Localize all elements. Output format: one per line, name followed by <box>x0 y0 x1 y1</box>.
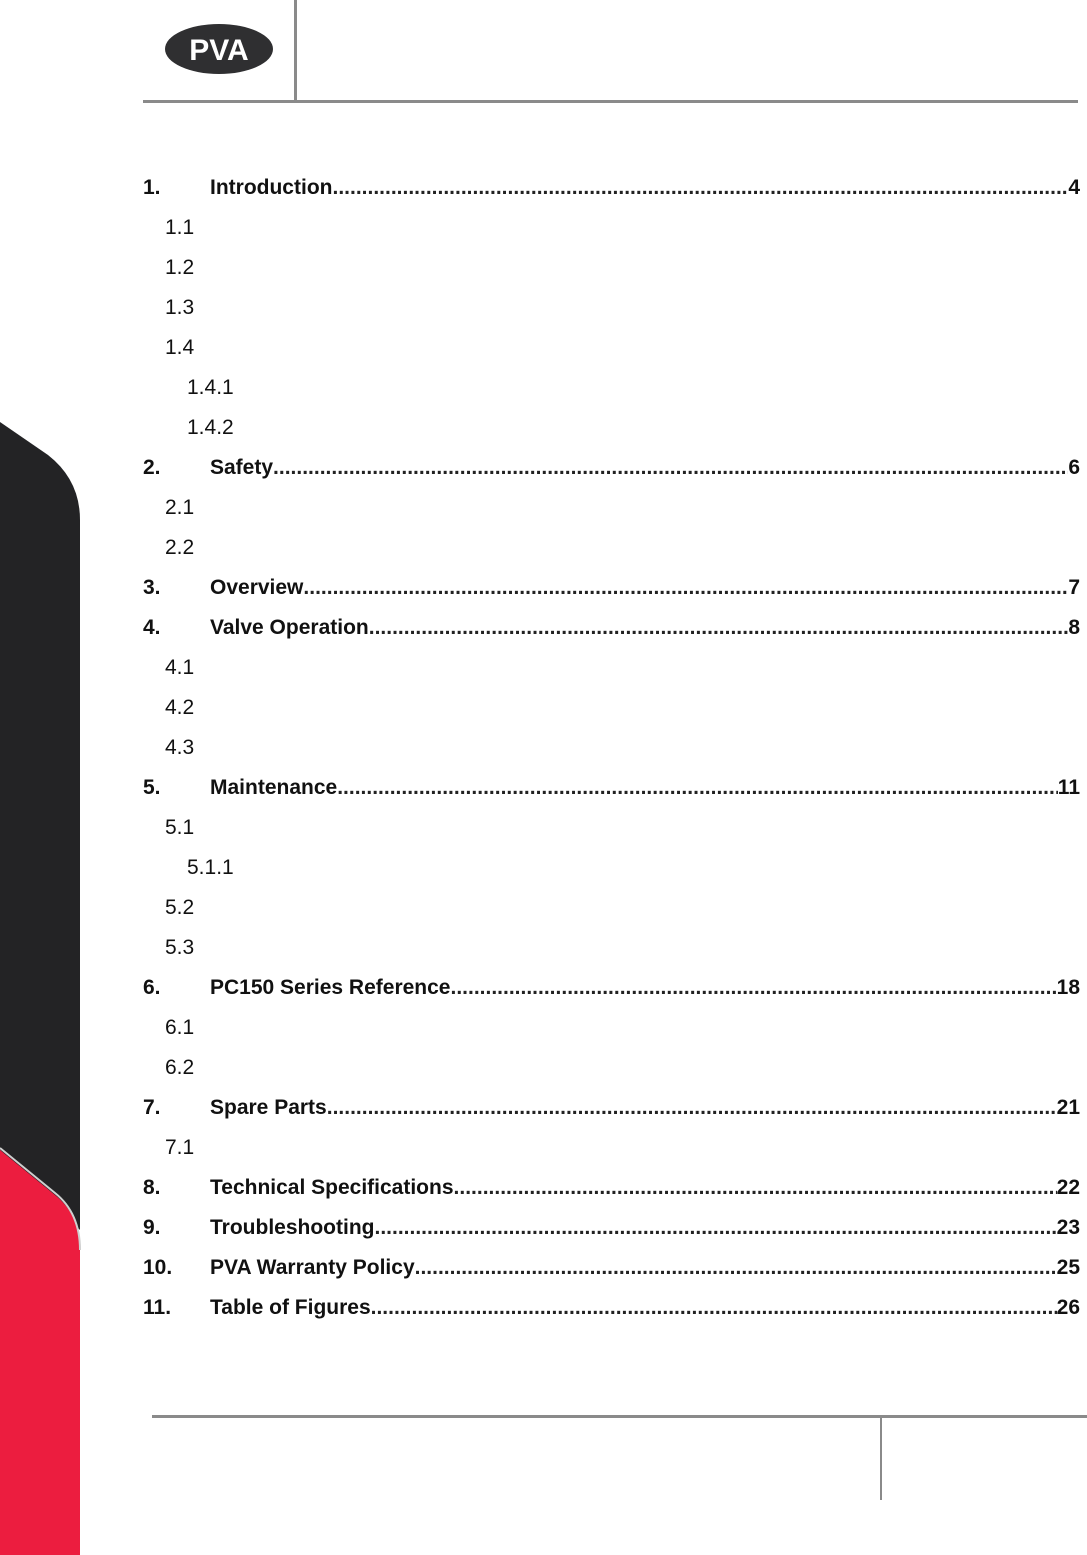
toc-number: 5. <box>143 776 161 799</box>
toc-page-number: 4 <box>1068 176 1080 199</box>
toc-subsubentry[interactable] <box>143 408 1080 448</box>
toc-number: 1.2 <box>165 256 195 279</box>
toc-number: 4.3 <box>165 736 195 759</box>
toc-subentry[interactable] <box>143 488 1080 528</box>
toc-page-number: 22 <box>1056 1176 1080 1199</box>
toc-dot-leader <box>327 1088 1057 1128</box>
side-band-dark <box>0 422 80 1230</box>
toc-subentry[interactable] <box>143 808 1080 848</box>
toc-dot-leader <box>337 768 1058 808</box>
toc-number: 6.1 <box>165 1016 195 1039</box>
toc-subentry[interactable] <box>143 888 1080 928</box>
toc-title: Spare Parts <box>210 1096 327 1119</box>
toc-subentry[interactable] <box>143 688 1080 728</box>
toc-number: 5.1.1 <box>187 856 234 879</box>
toc-subsubentry[interactable] <box>143 848 1080 888</box>
pva-logo <box>165 24 273 74</box>
toc-dot-leader <box>273 448 1068 488</box>
toc-page-number: 8 <box>1068 616 1080 639</box>
toc-number: 10. <box>143 1256 173 1279</box>
toc-number: 1.1 <box>165 216 195 239</box>
toc-number: 1. <box>143 176 161 199</box>
toc-dot-leader <box>415 1248 1057 1288</box>
toc-title: Troubleshooting <box>210 1216 375 1239</box>
toc-entry-troubleshooting[interactable] <box>143 1208 1080 1248</box>
toc-page-number: 25 <box>1056 1256 1080 1279</box>
toc-page-number: 23 <box>1056 1216 1080 1239</box>
toc-page-number: 7 <box>1068 576 1080 599</box>
toc-title: Maintenance <box>210 776 338 799</box>
toc-title: Introduction <box>210 176 333 199</box>
header-vertical-rule <box>294 0 297 102</box>
footer-horizontal-rule <box>152 1415 1087 1418</box>
toc-dot-leader <box>371 1288 1057 1328</box>
toc-subsubentry[interactable] <box>143 368 1080 408</box>
footer-vertical-rule <box>880 1417 882 1500</box>
side-band-red <box>0 1150 80 1555</box>
toc-subentry[interactable] <box>143 928 1080 968</box>
toc-number: 1.4.2 <box>187 416 234 439</box>
toc-entry-valve-operation[interactable] <box>143 608 1080 648</box>
toc-number: 5.2 <box>165 896 195 919</box>
toc-number: 1.3 <box>165 296 195 319</box>
toc-page-number: 21 <box>1056 1096 1080 1119</box>
toc-subentry[interactable] <box>143 1128 1080 1168</box>
toc-entry-pc150-series-reference[interactable] <box>143 968 1080 1008</box>
toc-subentry[interactable] <box>143 1048 1080 1088</box>
toc-number: 5.3 <box>165 936 195 959</box>
logo-text: PVA <box>189 34 249 67</box>
toc-number: 8. <box>143 1176 161 1199</box>
toc-title: Safety <box>210 456 274 479</box>
toc-number: 5.1 <box>165 816 195 839</box>
toc-number: 1.4 <box>165 336 195 359</box>
toc-subentry[interactable] <box>143 1008 1080 1048</box>
toc-dot-leader <box>369 608 1069 648</box>
toc-number: 11. <box>143 1296 172 1319</box>
side-band-graphic <box>0 0 82 1555</box>
toc-subentry[interactable] <box>143 248 1080 288</box>
toc-number: 1.4.1 <box>187 376 234 399</box>
toc-entry-table-of-figures[interactable] <box>143 1288 1080 1328</box>
toc-title: PVA Warranty Policy <box>210 1256 415 1279</box>
toc-number: 2.2 <box>165 536 195 559</box>
toc-number: 4.2 <box>165 696 195 719</box>
header-horizontal-rule <box>143 100 1078 103</box>
toc-title: Technical Specifications <box>210 1176 454 1199</box>
toc-number: 6.2 <box>165 1056 195 1079</box>
toc-number: 4.1 <box>165 656 195 679</box>
toc-title: Valve Operation <box>210 616 369 639</box>
toc-subentry[interactable] <box>143 208 1080 248</box>
toc-entry-technical-specifications[interactable] <box>143 1168 1080 1208</box>
toc-title: PC150 Series Reference <box>210 976 451 999</box>
toc-title: Table of Figures <box>210 1296 371 1319</box>
toc-title: Overview <box>210 576 304 599</box>
toc-page-number: 11 <box>1057 776 1080 799</box>
toc-page-number: 26 <box>1056 1296 1080 1319</box>
toc-entry-pva-warranty-policy[interactable] <box>143 1248 1080 1288</box>
toc-subentry[interactable] <box>143 648 1080 688</box>
toc-number: 7. <box>143 1096 161 1119</box>
toc-number: 9. <box>143 1216 161 1239</box>
toc-dot-leader <box>454 1168 1057 1208</box>
toc-entry-spare-parts[interactable] <box>143 1088 1080 1128</box>
toc-dot-leader <box>332 168 1068 208</box>
toc-number: 2.1 <box>165 496 195 519</box>
toc-entry-overview[interactable] <box>143 568 1080 608</box>
toc-subentry[interactable] <box>143 528 1080 568</box>
toc-number: 3. <box>143 576 161 599</box>
toc-dot-leader <box>303 568 1068 608</box>
toc-dot-leader <box>374 1208 1056 1248</box>
toc-subentry[interactable] <box>143 728 1080 768</box>
toc-entry-maintenance[interactable] <box>143 768 1080 808</box>
toc-number: 4. <box>143 616 161 639</box>
toc-dot-leader <box>451 968 1057 1008</box>
toc-page-number: 6 <box>1068 456 1080 479</box>
toc-number: 2. <box>143 456 161 479</box>
toc-entry-safety[interactable] <box>143 448 1080 488</box>
toc-entry-introduction[interactable] <box>143 168 1080 208</box>
toc-subentry[interactable] <box>143 328 1080 368</box>
toc-number: 7.1 <box>165 1136 195 1159</box>
table-of-contents <box>143 168 1080 1328</box>
toc-number: 6. <box>143 976 161 999</box>
toc-subentry[interactable] <box>143 288 1080 328</box>
toc-page-number: 18 <box>1056 976 1080 999</box>
